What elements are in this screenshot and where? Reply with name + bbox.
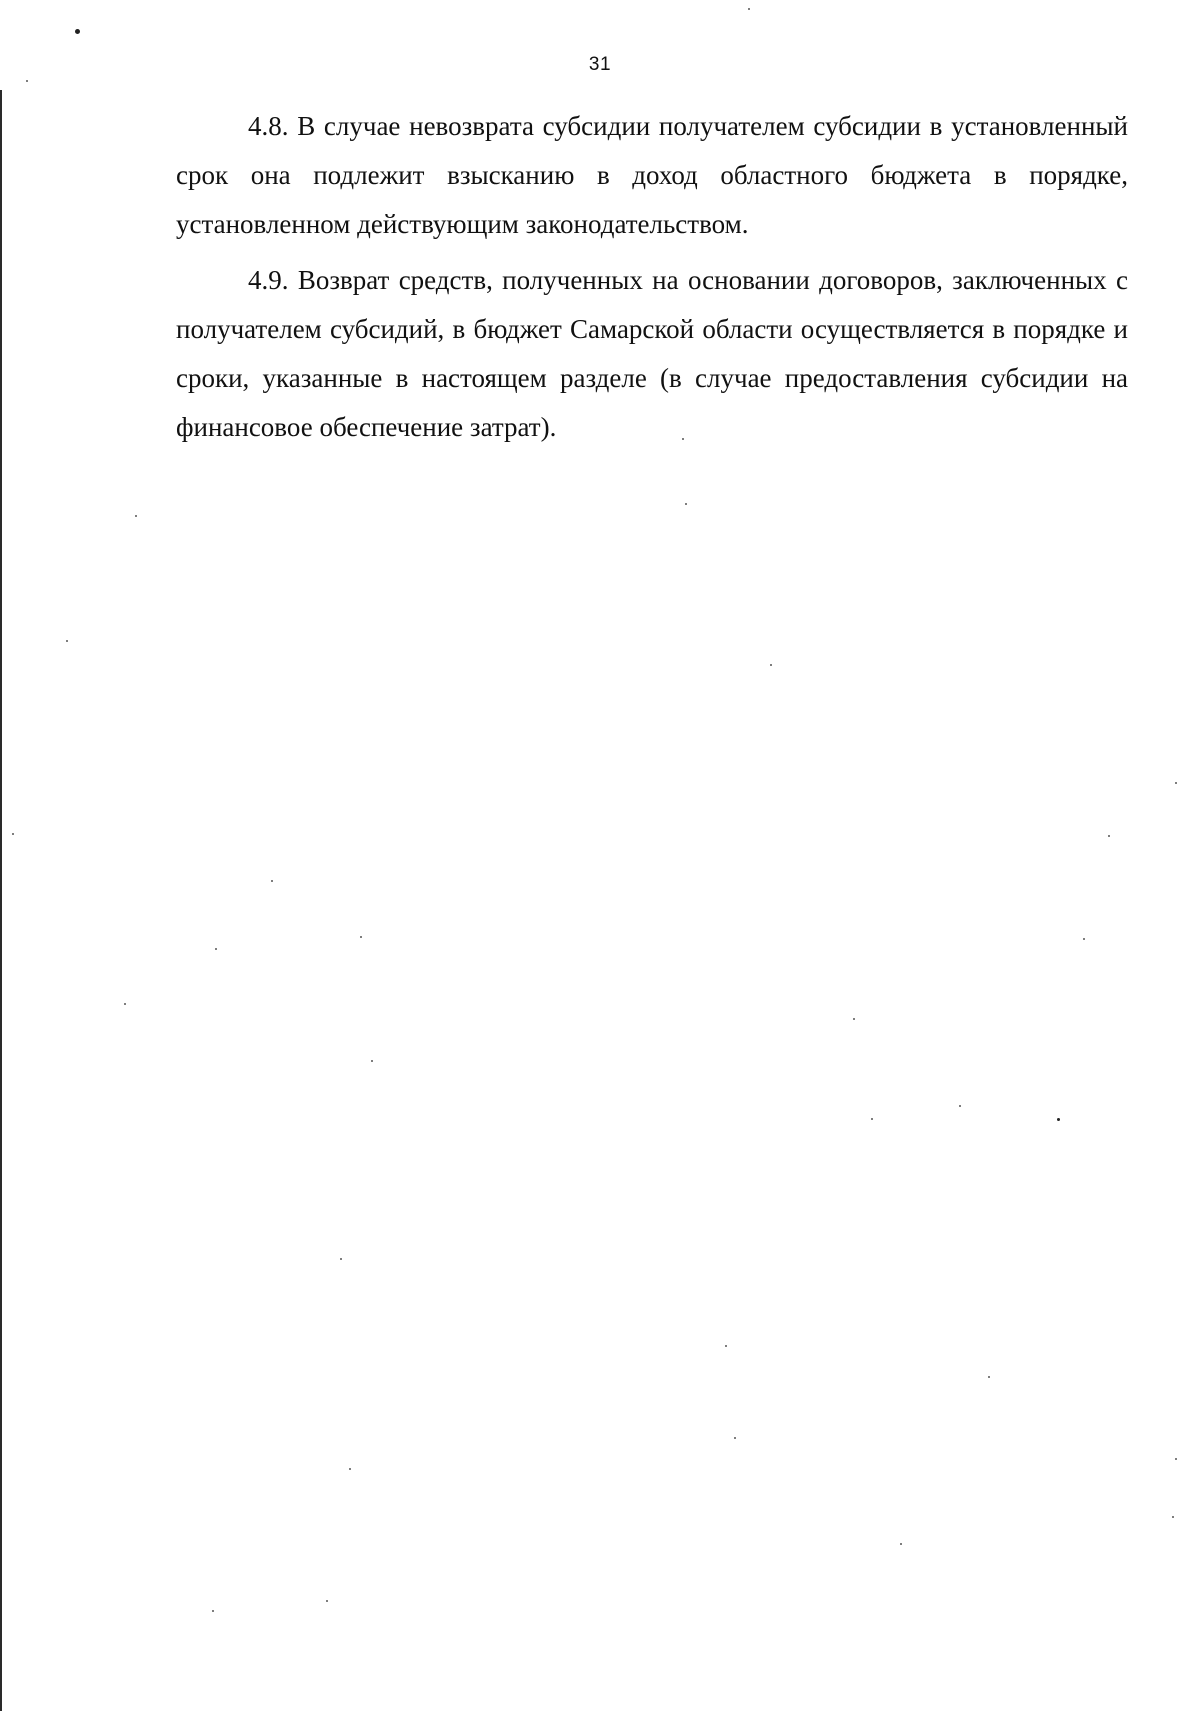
scan-speck <box>66 640 68 642</box>
scan-speck <box>349 1468 351 1470</box>
scan-edge-line <box>0 90 2 1711</box>
scan-speck <box>871 1118 873 1120</box>
scan-speck <box>685 503 687 505</box>
paragraph-4-8: 4.8. В случае невозврата субсидии получателем субсидии в установленный срок она подлежит взысканию в доход областного бюджета в порядке, установленном действующим законодательством. <box>176 111 1128 239</box>
scan-speck <box>900 1543 902 1545</box>
scan-speck <box>135 515 137 517</box>
scan-speck <box>959 1105 961 1107</box>
scan-speck <box>853 1018 855 1020</box>
scan-speck <box>124 1003 126 1005</box>
scan-speck <box>1083 938 1085 940</box>
scan-speck <box>1172 1516 1174 1518</box>
scan-speck <box>734 1437 736 1439</box>
scan-speck <box>26 80 28 82</box>
scan-speck <box>215 948 217 950</box>
scan-speck <box>682 438 684 440</box>
document-body <box>176 102 1128 459</box>
scan-speck <box>371 1060 373 1062</box>
scan-speck <box>326 1600 328 1602</box>
scan-speck <box>770 664 772 666</box>
scan-speck <box>1175 1458 1177 1460</box>
scan-speck <box>212 1610 214 1612</box>
scan-speck <box>748 8 750 10</box>
scan-speck <box>340 1258 342 1260</box>
paragraph-4-9: 4.9. Возврат средств, полученных на основании договоров, заключенных с получателем субсидий, в бюджет Самарской области осуществляется в порядке и сроки, указанные в настоящем разделе (в случае предоставления субсидии на финансовое обеспечение затрат). <box>176 265 1128 442</box>
scan-speck <box>1175 782 1177 784</box>
scan-speck <box>271 880 273 882</box>
scan-speck <box>725 1345 727 1347</box>
scan-speck <box>1057 1118 1060 1121</box>
scan-speck <box>988 1376 990 1378</box>
scan-speck <box>360 936 362 938</box>
scan-speck <box>75 29 80 34</box>
scan-speck <box>1108 835 1110 837</box>
page-number: 31 <box>588 54 612 75</box>
scan-speck <box>12 833 14 835</box>
